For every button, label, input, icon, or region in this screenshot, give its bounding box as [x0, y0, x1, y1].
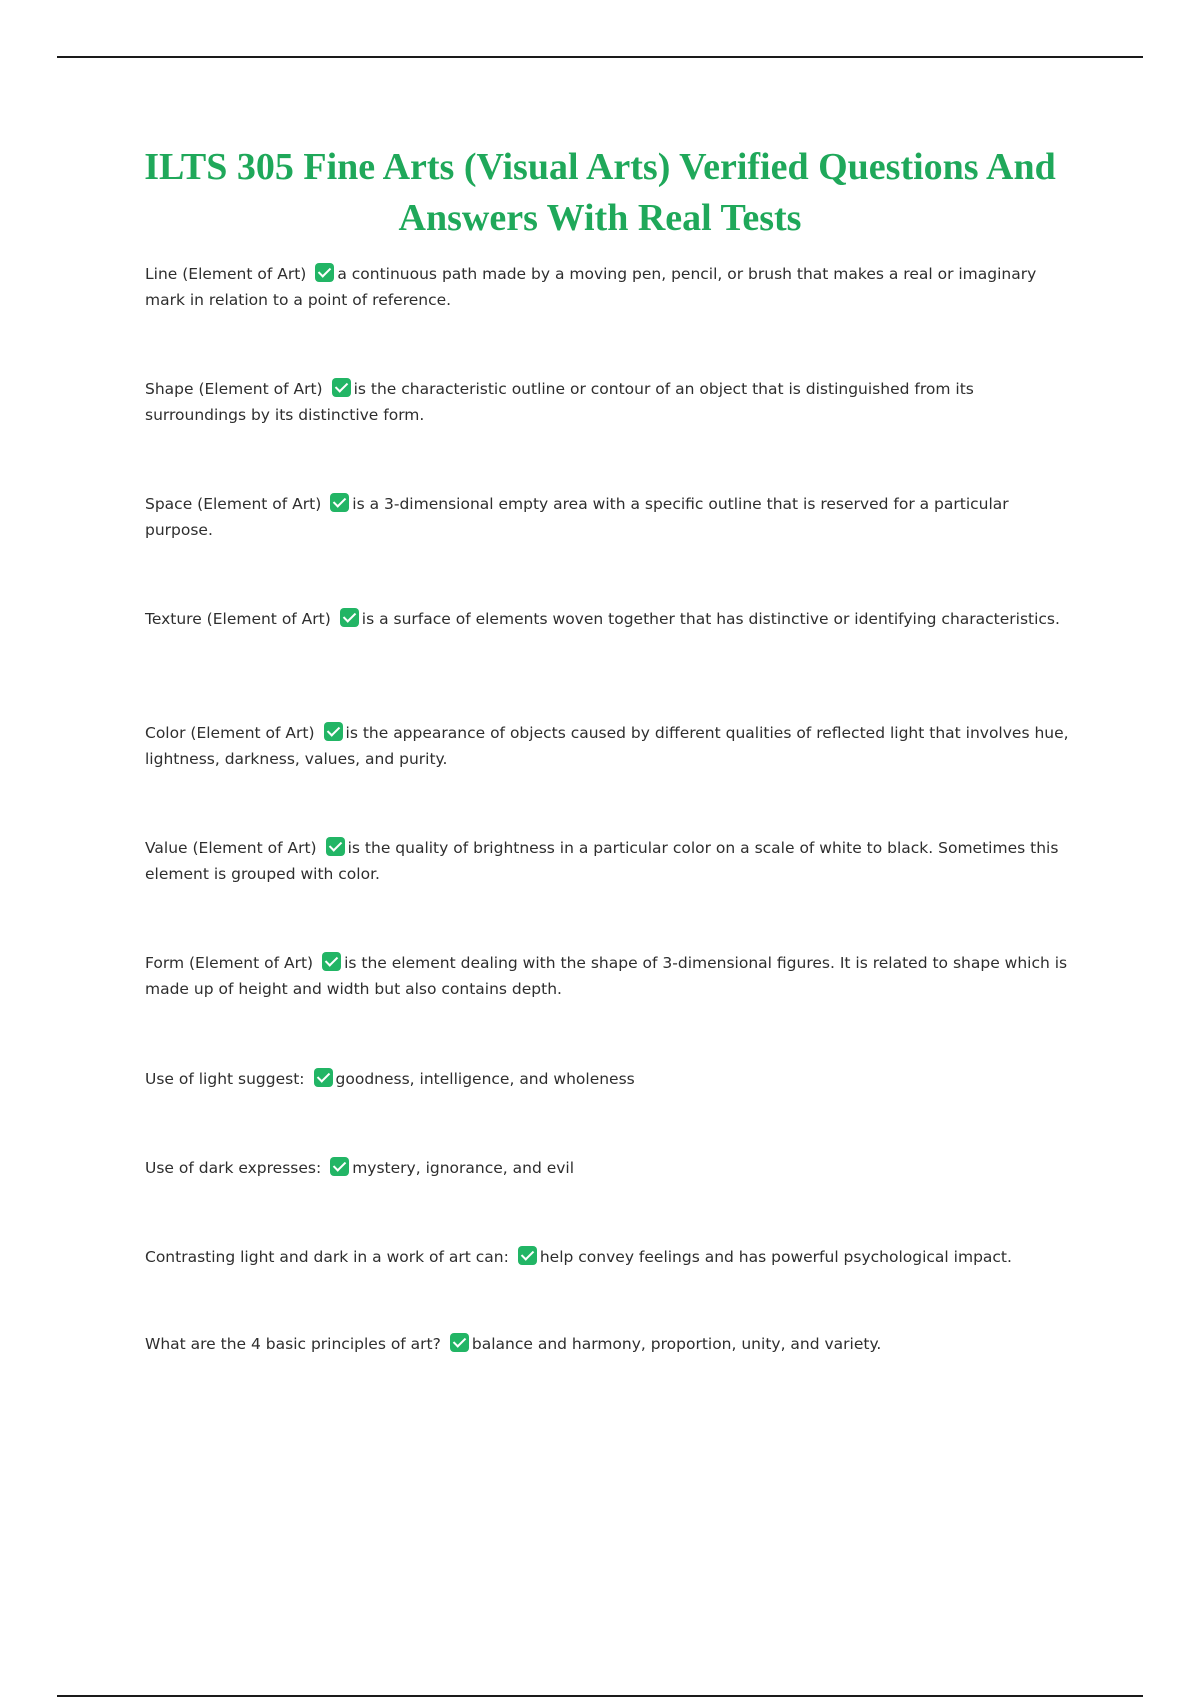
- qa-item-form: [145, 950, 1075, 1002]
- answer-text: help convey feelings and has powerful psychological impact.: [539, 1248, 1012, 1266]
- question-text: Contrasting light and dark in a work of art can:: [145, 1248, 509, 1266]
- check-mark-icon: [322, 952, 341, 971]
- question-text: Use of dark expresses:: [145, 1159, 322, 1177]
- document-title: ILTS 305 Fine Arts (Visual Arts) Verified Questions And Answers With Real Tests: [144, 146, 1056, 239]
- qa-item-dark: [145, 1155, 1075, 1181]
- check-mark-icon: [326, 837, 345, 856]
- question-text: Use of light suggest:: [145, 1070, 305, 1088]
- answer-text: goodness, intelligence, and wholeness: [335, 1070, 635, 1088]
- answer-text: is the appearance of objects caused by different qualities of reflected light that involves hue, lightness, darkness, values, and purity.: [145, 724, 1069, 768]
- question-text: Color (Element of Art): [145, 724, 315, 742]
- question-text: Shape (Element of Art): [145, 380, 323, 398]
- qa-item-shape: [145, 376, 1075, 428]
- answer-text: mystery, ignorance, and evil: [352, 1159, 575, 1177]
- answer-text: is the element dealing with the shape of 3-dimensional figures. It is related to shape which is made up of height and width but also contains depth.: [145, 954, 1068, 998]
- answer-text: is the quality of brightness in a particular color on a scale of white to black. Sometimes this element is grouped with color.: [145, 839, 1059, 883]
- answer-text: balance and harmony, proportion, unity, and variety.: [471, 1335, 882, 1353]
- answer-text: is a surface of elements woven together that has distinctive or identifying characteristics.: [361, 610, 1060, 628]
- answer-text: a continuous path made by a moving pen, pencil, or brush that makes a real or imaginary mark in relation to a point of reference.: [145, 265, 1037, 309]
- check-mark-icon: [314, 1068, 333, 1087]
- question-text: Form (Element of Art): [145, 954, 314, 972]
- check-mark-icon: [330, 1157, 349, 1176]
- question-text: Value (Element of Art): [145, 839, 317, 857]
- check-mark-icon: [332, 378, 351, 397]
- question-text: Texture (Element of Art): [145, 610, 331, 628]
- answer-text: is a 3-dimensional empty area with a specific outline that is reserved for a particular purpose.: [145, 495, 1009, 539]
- answer-text: is the characteristic outline or contour of an object that is distinguished from its surroundings by its distinctive form.: [145, 380, 974, 424]
- check-mark-icon: [518, 1246, 537, 1265]
- check-mark-icon: [340, 608, 359, 627]
- qa-item-value: [145, 835, 1075, 887]
- qa-item-principles: [145, 1331, 1075, 1357]
- qa-item-texture: [145, 606, 1075, 632]
- question-text: What are the 4 basic principles of art?: [145, 1335, 441, 1353]
- check-mark-icon: [315, 263, 334, 282]
- qa-item-space: [145, 491, 1075, 543]
- qa-item-light: [145, 1066, 1075, 1092]
- question-text: Space (Element of Art): [145, 495, 322, 513]
- top-divider: [57, 56, 1143, 58]
- check-mark-icon: [324, 722, 343, 741]
- bottom-divider: [57, 1695, 1143, 1697]
- qa-item-line: [145, 261, 1075, 313]
- qa-item-color: [145, 720, 1075, 772]
- check-mark-icon: [330, 493, 349, 512]
- question-text: Line (Element of Art): [145, 265, 307, 283]
- check-mark-icon: [450, 1333, 469, 1352]
- qa-item-contrast: [145, 1244, 1075, 1270]
